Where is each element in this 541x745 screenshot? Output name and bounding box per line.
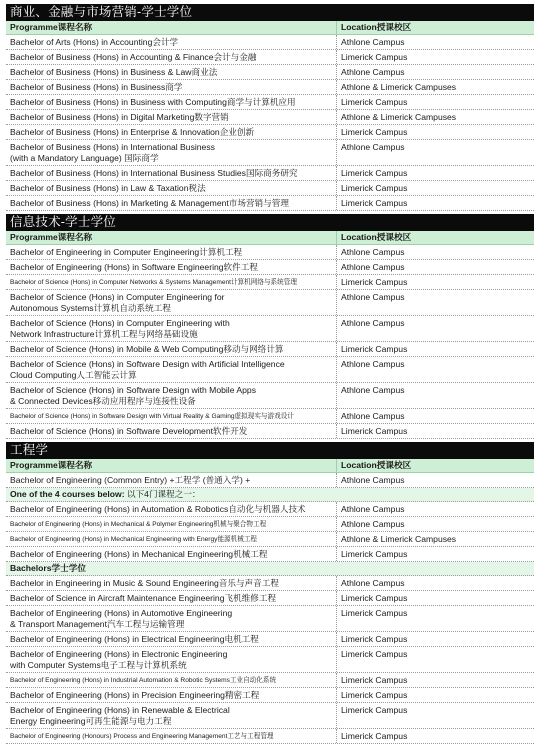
campus-location: Limerick Campus (336, 729, 534, 743)
table-row (6, 95, 534, 110)
programme-section (6, 442, 534, 744)
table-row (6, 632, 534, 647)
table-row (6, 647, 534, 673)
programme-name: Bachelor of Engineering in Computer Engineering计算机工程 (10, 247, 243, 257)
programme-name: Bachelor of Business (Hons) in Marketing & Management市场营销与管理 (10, 198, 289, 208)
table-row (6, 517, 534, 532)
campus-location: Athlone Campus (336, 245, 534, 259)
programme-name: Bachelor of Business (Hons) in International Business (with a Mandatory Language) 国际商学 (10, 142, 215, 163)
table-row (6, 383, 534, 409)
table-header (6, 459, 534, 473)
programme-name: Bachelor of Business (Hons) in Business商学 (10, 82, 183, 92)
programme-name: Bachelor of Engineering (Hons) in Industrial Automation & Robotic Systems工业自动化系统 (10, 677, 277, 684)
programme-name: Bachelor of Business (Hons) in Law & Taxation税法 (10, 183, 206, 193)
programme-name: Bachelor of Business (Hons) in Business with Computing商学与计算机应用 (10, 97, 296, 107)
programme-name: Bachelor of Science (Hons) in Computer Networks & Systems Management计算机网络与系统管理 (10, 279, 297, 286)
campus-location: Limerick Campus (336, 166, 534, 180)
programme-name: Bachelor of Engineering (Hons) in Electrical Engineering电机工程 (10, 634, 259, 644)
campus-location: Limerick Campus (336, 688, 534, 702)
table-row (6, 35, 534, 50)
table-row (6, 473, 534, 488)
programme-name: Bachelor of Engineering (Honours) Process and Engineering Management工艺与工程管理 (10, 733, 274, 740)
programme-section (6, 4, 534, 211)
header-location: Location授课校区 (336, 231, 534, 244)
header-location: Location授课校区 (336, 21, 534, 34)
sub-header (6, 562, 534, 576)
campus-location: Limerick Campus (336, 196, 534, 210)
programme-name: Bachelor of Engineering (Hons) in Electronic Engineering with Computer Systems电子工程与计算机系统 (10, 649, 228, 670)
table-header (6, 231, 534, 245)
table-row (6, 606, 534, 632)
table-row (6, 275, 534, 290)
table-row (6, 357, 534, 383)
programme-name: Bachelor of Engineering (Hons) in Mechanical Engineering机械工程 (10, 549, 268, 559)
campus-location: Athlone Campus (336, 35, 534, 49)
programme-name: Bachelor of Science (Hons) in Computer Engineering with Network Infrastructure计算机工程与网络基础设施 (10, 318, 230, 339)
programme-name: Bachelor of Science (Hons) in Computer Engineering for Autonomous Systems计算机自动系统工程 (10, 292, 225, 313)
campus-location: Athlone Campus (336, 290, 534, 315)
sub-header-note: 以下4门课程之一： (124, 489, 201, 499)
programme-name: Bachelor of Science (Hons) in Software Development软件开发 (10, 426, 248, 436)
table-row (6, 260, 534, 275)
campus-location: Limerick Campus (336, 632, 534, 646)
programme-name: Bachelor of Engineering (Hons) in Automation & Robotics自动化与机器人技术 (10, 504, 306, 514)
header-programme: Programme课程名称 (10, 22, 93, 32)
campus-location: Athlone Campus (336, 409, 534, 423)
table-row (6, 342, 534, 357)
programme-name: Bachelor of Science (Hons) in Software Design with Virtual Reality & Gaming虚拟现实与游戏设计 (10, 413, 294, 420)
table-row (6, 316, 534, 342)
programme-name: Bachelor of Business (Hons) in Enterprise & Innovation企业创新 (10, 127, 255, 137)
table-row (6, 196, 534, 211)
table-row (6, 547, 534, 562)
campus-location: Limerick Campus (336, 606, 534, 631)
section-title: 工程学 (6, 442, 534, 459)
campus-location: Athlone & Limerick Campuses (336, 532, 534, 546)
campus-location: Limerick Campus (336, 703, 534, 728)
campus-location: Athlone Campus (336, 473, 534, 487)
programme-name: Bachelor of Engineering (Hons) in Renewable & Electrical Energy Engineering可再生能源与电力工程 (10, 705, 230, 726)
campus-location: Limerick Campus (336, 50, 534, 64)
table-row (6, 729, 534, 744)
programme-name: Bachelor of Engineering (Hons) in Mechanical & Polymer Engineering机械与聚合物工程 (10, 521, 267, 528)
campus-location: Athlone Campus (336, 383, 534, 408)
table-row (6, 166, 534, 181)
campus-location: Athlone Campus (336, 576, 534, 590)
campus-location: Athlone Campus (336, 502, 534, 516)
table-row (6, 688, 534, 703)
programme-name: Bachelor of Science (Hons) in Software Design with Artificial Intelligence Cloud Computing人工智能云计算 (10, 359, 285, 380)
programme-document (6, 4, 534, 744)
table-row (6, 409, 534, 424)
programme-name: Bachelor of Arts (Hons) in Accounting会计学 (10, 37, 179, 47)
campus-location: Limerick Campus (336, 424, 534, 438)
programme-name: Bachelor of Business (Hons) in Business & Law商业法 (10, 67, 218, 77)
programme-name: Bachelor in Engineering in Music & Sound Engineering音乐与声音工程 (10, 578, 279, 588)
programme-name: Bachelor of Science (Hons) in Software Design with Mobile Apps & Connected Devices移动应用程序与连接性设备 (10, 385, 256, 406)
campus-location: Athlone Campus (336, 517, 534, 531)
table-row (6, 424, 534, 439)
section-title: 信息技术-学士学位 (6, 214, 534, 231)
campus-location: Limerick Campus (336, 547, 534, 561)
table-row (6, 290, 534, 316)
programme-name: Bachelor of Business (Hons) in Accounting & Finance会计与金融 (10, 52, 257, 62)
programme-name: Bachelor of Engineering (Hons) in Precision Engineering精密工程 (10, 690, 260, 700)
sub-header (6, 488, 534, 502)
table-row (6, 532, 534, 547)
programme-name: Bachelor of Business (Hons) in Digital Marketing数字营销 (10, 112, 229, 122)
programme-name: Bachelor of Science in Aircraft Maintenance Engineering飞机维修工程 (10, 593, 277, 603)
campus-location: Athlone Campus (336, 316, 534, 341)
campus-location: Limerick Campus (336, 673, 534, 687)
table-row (6, 245, 534, 260)
programme-name: Bachelor of Engineering (Hons) in Automotive Engineering & Transport Management汽车工程与运输管理 (10, 608, 233, 629)
table-header (6, 21, 534, 35)
campus-location: Athlone & Limerick Campuses (336, 110, 534, 124)
table-row (6, 65, 534, 80)
campus-location: Limerick Campus (336, 647, 534, 672)
campus-location: Limerick Campus (336, 591, 534, 605)
table-row (6, 50, 534, 65)
header-programme: Programme课程名称 (10, 232, 93, 242)
table-row (6, 703, 534, 729)
programme-name: Bachelor of Business (Hons) in International Business Studies国际商务研究 (10, 168, 298, 178)
table-row (6, 591, 534, 606)
campus-location: Limerick Campus (336, 275, 534, 289)
table-row (6, 140, 534, 166)
table-row (6, 125, 534, 140)
table-row (6, 110, 534, 125)
header-programme: Programme课程名称 (10, 460, 93, 470)
campus-location: Athlone Campus (336, 260, 534, 274)
programme-name: Bachelor of Engineering (Common Entry) +工程学 (普通入学) + (10, 475, 251, 485)
sub-header-label: One of the 4 courses below: (10, 489, 125, 499)
section-title: 商业、金融与市场营销-学士学位 (6, 4, 534, 21)
campus-location: Athlone & Limerick Campuses (336, 80, 534, 94)
campus-location: Limerick Campus (336, 125, 534, 139)
campus-location: Limerick Campus (336, 95, 534, 109)
table-row (6, 181, 534, 196)
programme-name: Bachelor of Engineering (Hons) in Software Engineering软件工程 (10, 262, 258, 272)
campus-location: Athlone Campus (336, 357, 534, 382)
header-location: Location授课校区 (336, 459, 534, 472)
campus-location: Limerick Campus (336, 342, 534, 356)
programme-name: Bachelor of Science (Hons) in Mobile & Web Computing移动与网络计算 (10, 344, 284, 354)
programme-name: Bachelor of Engineering (Hons) in Mechanical Engineering with Energy能源机械工程 (10, 536, 258, 543)
table-row (6, 502, 534, 517)
campus-location: Athlone Campus (336, 140, 534, 165)
campus-location: Limerick Campus (336, 181, 534, 195)
table-row (6, 576, 534, 591)
table-row (6, 80, 534, 95)
campus-location: Athlone Campus (336, 65, 534, 79)
sub-header-label: Bachelors学士学位 (10, 563, 86, 573)
table-row (6, 673, 534, 688)
programme-section (6, 214, 534, 439)
